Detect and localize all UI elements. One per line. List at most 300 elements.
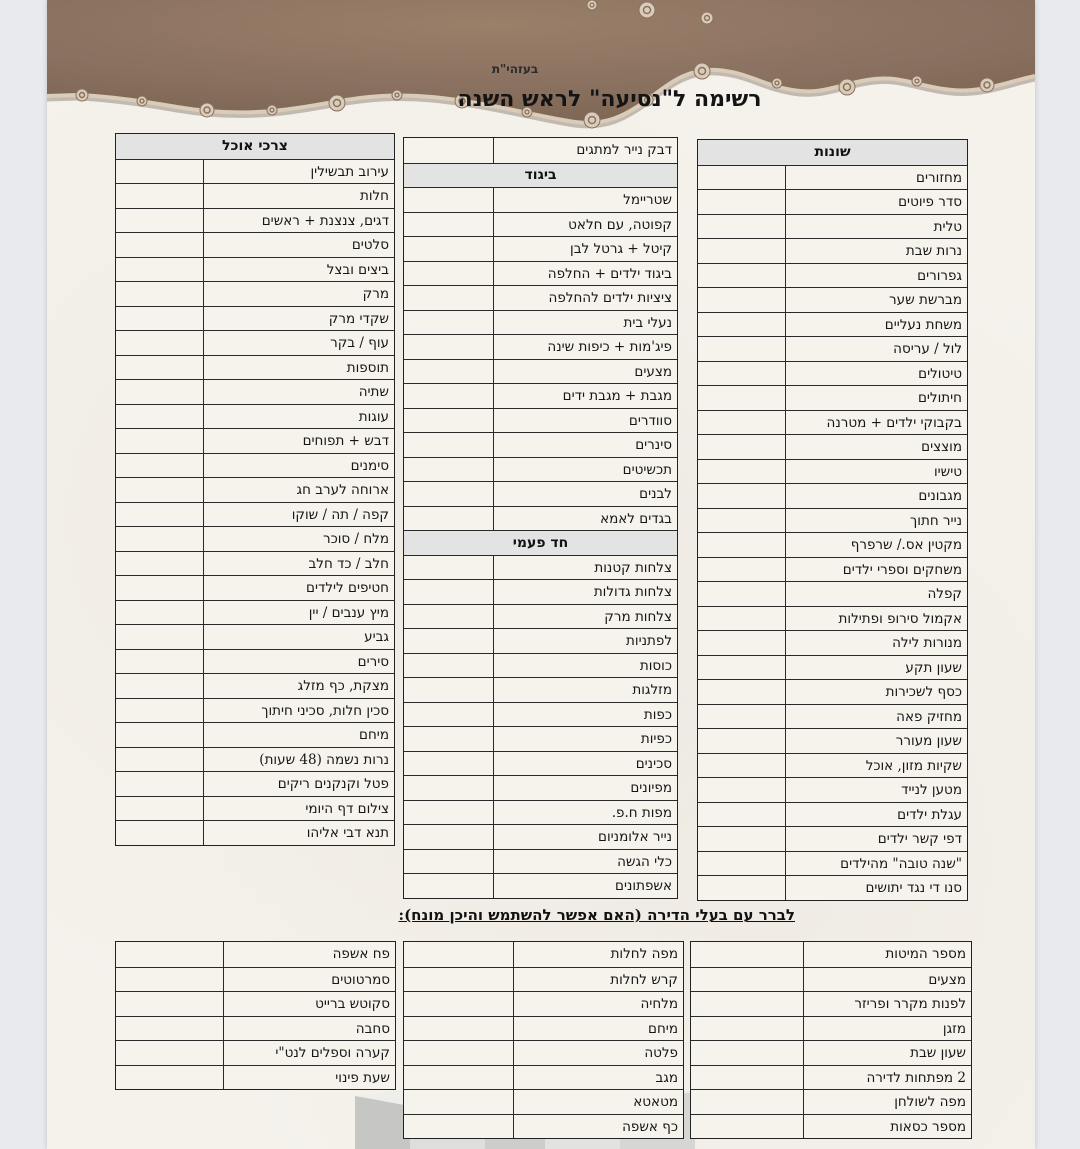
- checkbox-cell: [404, 360, 494, 384]
- checklist-row: [698, 312, 967, 337]
- checkbox-cell: [404, 1017, 514, 1041]
- section-header-label: שונות: [814, 144, 851, 161]
- item-label: מטאטא: [633, 1094, 678, 1110]
- checkbox-cell: [698, 411, 786, 435]
- checkbox-cell: [404, 433, 494, 457]
- item-label: אקמול סירופ ופתילות: [838, 610, 962, 627]
- item-label: מספר כסאות: [890, 1118, 966, 1135]
- checkbox-cell: [691, 1041, 804, 1065]
- item-label: נייר חתוך: [910, 512, 962, 529]
- checkbox-cell: [404, 213, 494, 237]
- item-label: תנא דבי אליהו: [306, 825, 389, 841]
- item-label: מיץ ענבים / יין: [308, 604, 389, 621]
- checkbox-cell: [404, 825, 494, 849]
- checkbox-cell: [404, 286, 494, 310]
- item-label: חלות: [359, 188, 389, 204]
- checkbox-cell: [404, 801, 494, 825]
- item-label: מזלגות: [632, 682, 672, 698]
- item-label: מצעים: [928, 971, 966, 988]
- item-label: דפי קשר ילדים: [877, 831, 962, 847]
- checklist-row: [116, 796, 394, 821]
- checkbox-cell: [698, 435, 786, 459]
- checklist-row: [404, 653, 677, 678]
- checkbox-cell: [116, 405, 204, 429]
- item-label: צילום דף היומי: [305, 800, 389, 817]
- checklist-row: [116, 379, 394, 404]
- checkbox-cell: [116, 1041, 224, 1065]
- checklist-row: [116, 257, 394, 282]
- checklist-row: [116, 942, 395, 967]
- item-label: סוודרים: [628, 412, 672, 429]
- checkbox-cell: [116, 478, 204, 502]
- item-label: כף אשפה: [622, 1118, 678, 1135]
- checkbox-cell: [116, 699, 204, 723]
- item-label: סכינים: [635, 755, 672, 772]
- page: [47, 0, 1035, 1149]
- item-label: נרות נשמה (48 שעות): [259, 751, 389, 768]
- checkbox-cell: [116, 380, 204, 404]
- item-label: קערה וספלים לנט"י: [275, 1045, 390, 1061]
- checklist-row: [404, 481, 677, 506]
- checkbox-cell: [698, 190, 786, 214]
- checklist-row: [116, 649, 394, 674]
- checklist-row: [404, 702, 677, 727]
- checklist-row: [116, 575, 394, 600]
- checklist-row: [404, 408, 677, 433]
- checklist-row: [691, 1114, 971, 1139]
- checkbox-cell: [698, 852, 786, 876]
- item-label: מטען לנייד: [901, 782, 962, 798]
- checklist-row: [698, 630, 967, 655]
- item-label: מפות ח.פ.: [611, 804, 672, 821]
- table-landlord-cleaning: [115, 941, 396, 1090]
- section-header: [116, 134, 394, 159]
- item-label: דגים, צנצנת + ראשים: [261, 212, 389, 229]
- item-label: סמרטוטים: [331, 971, 390, 988]
- checkbox-cell: [404, 262, 494, 286]
- section-header: [404, 163, 677, 188]
- item-label: גפרורים: [917, 267, 962, 284]
- item-label: פלטה: [644, 1045, 678, 1061]
- item-label: לבנים: [639, 486, 672, 502]
- item-label: קפה / תה / שוקו: [291, 506, 389, 523]
- checklist-row: [698, 777, 967, 802]
- checkbox-cell: [404, 311, 494, 335]
- checklist-row: [698, 459, 967, 484]
- item-label: סחבה: [355, 1020, 390, 1037]
- checkbox-cell: [698, 313, 786, 337]
- item-label: מקטין אס./ שרפרף: [850, 537, 962, 553]
- item-label: מרק: [362, 286, 389, 302]
- checkbox-cell: [116, 723, 204, 747]
- checkbox-cell: [404, 507, 494, 531]
- checklist-row: [691, 967, 971, 992]
- item-label: סדר פיוטים: [898, 194, 962, 210]
- checklist-row: [404, 775, 677, 800]
- checkbox-cell: [116, 772, 204, 796]
- checkbox-cell: [404, 703, 494, 727]
- checklist-row: [116, 771, 394, 796]
- checklist-row: [698, 165, 967, 190]
- item-label: מלח / סוכר: [323, 531, 389, 547]
- checklist-row: [404, 751, 677, 776]
- item-label: שעון תקע: [905, 659, 962, 676]
- item-label: טיטולים: [918, 365, 962, 382]
- item-label: חלב / כד חלב: [308, 555, 389, 572]
- checklist-row: [404, 359, 677, 384]
- item-label: ארוחה לערב חג: [296, 482, 389, 498]
- item-label: גביע: [364, 629, 389, 645]
- checkbox-cell: [116, 797, 204, 821]
- checklist-row: [404, 726, 677, 751]
- checklist-row: [404, 1089, 683, 1114]
- checklist-row: [698, 434, 967, 459]
- item-label: "שנה טובה" מהילדים: [840, 855, 962, 872]
- checkbox-cell: [698, 558, 786, 582]
- item-label: מפיונים: [630, 780, 672, 796]
- checklist-row: [116, 159, 394, 184]
- checklist-row: [404, 991, 683, 1016]
- checklist-row: [404, 604, 677, 629]
- item-label: ביגוד ילדים + החלפה: [547, 265, 672, 282]
- item-label: מחזורים: [916, 169, 962, 186]
- item-label: כסף לשכירות: [885, 684, 962, 700]
- checklist-row: [116, 306, 394, 331]
- bsd-text: בעזהי"ת: [491, 62, 539, 76]
- checklist-row: [691, 942, 971, 967]
- item-label: לול / עריסה: [893, 341, 962, 357]
- item-label: מחזיק פאה: [896, 708, 962, 725]
- table-landlord-apartment: [690, 941, 972, 1139]
- checkbox-cell: [698, 607, 786, 631]
- checklist-row: [116, 502, 394, 527]
- item-label: בקבוקי ילדים + מטרנה: [826, 414, 962, 431]
- checkbox-cell: [698, 484, 786, 508]
- checklist-row: [404, 555, 677, 580]
- checklist-row: [116, 477, 394, 502]
- checklist-row: [698, 826, 967, 851]
- item-label: שקיות מזון, אוכל: [865, 757, 962, 774]
- item-label: מלחיה: [640, 996, 678, 1012]
- item-label: שעון שבת: [910, 1045, 966, 1061]
- checklist-row: [404, 383, 677, 408]
- checkbox-cell: [404, 1041, 514, 1065]
- item-label: עוף / בקר: [330, 335, 389, 351]
- checkbox-cell: [404, 1115, 514, 1139]
- item-label: סלטים: [351, 237, 389, 253]
- checkbox-cell: [116, 625, 204, 649]
- section-header-label: צרכי אוכל: [222, 138, 288, 155]
- table-food-needs: [115, 133, 395, 846]
- item-label: מיחם: [359, 727, 389, 743]
- checkbox-cell: [698, 460, 786, 484]
- checklist-row: [404, 138, 677, 163]
- item-label: שעת פינוי: [335, 1069, 390, 1086]
- checklist-row: [116, 1040, 395, 1065]
- checkbox-cell: [691, 1115, 804, 1139]
- checklist-row: [116, 1065, 395, 1090]
- checklist-row: [116, 428, 394, 453]
- checklist-row: [116, 673, 394, 698]
- checklist-row: [404, 334, 677, 359]
- item-label: דבק נייר למתגים: [576, 142, 672, 158]
- checklist-row: [116, 208, 394, 233]
- checkbox-cell: [116, 674, 204, 698]
- checkbox-cell: [691, 992, 804, 1016]
- checkbox-cell: [698, 215, 786, 239]
- checkbox-cell: [404, 629, 494, 653]
- item-label: מגבת + מגבת ידים: [562, 388, 672, 404]
- checklist-row: [404, 236, 677, 261]
- item-label: מצקת, כף מזלג: [297, 678, 389, 694]
- checklist-row: [116, 967, 395, 992]
- item-label: אשפתונים: [615, 878, 672, 894]
- checkbox-cell: [116, 356, 204, 380]
- item-label: קיטל + גרטל לבן: [570, 241, 672, 257]
- checkbox-cell: [404, 188, 494, 212]
- item-label: תכשיטים: [622, 461, 672, 478]
- checklist-row: [698, 875, 967, 900]
- item-label: עגלת ילדים: [897, 806, 962, 823]
- checkbox-cell: [698, 680, 786, 704]
- checklist-row: [698, 655, 967, 680]
- checkbox-cell: [116, 942, 224, 967]
- checklist-row: [698, 483, 967, 508]
- item-label: סקוטש ברייט: [315, 996, 390, 1012]
- item-label: מצעים: [634, 363, 672, 380]
- checklist-row: [698, 532, 967, 557]
- checkbox-cell: [404, 752, 494, 776]
- item-label: כוסות: [639, 657, 672, 674]
- checkbox-cell: [116, 1017, 224, 1041]
- checkbox-cell: [116, 454, 204, 478]
- checkbox-cell: [404, 482, 494, 506]
- item-label: ציציות ילדים להחלפה: [548, 290, 672, 306]
- item-label: כפיות: [640, 731, 672, 747]
- table-landlord-kitchen: [403, 941, 684, 1139]
- checklist-row: [404, 187, 677, 212]
- checklist-row: [698, 385, 967, 410]
- checkbox-cell: [116, 233, 204, 257]
- checklist-row: [116, 624, 394, 649]
- checklist-row: [404, 1065, 683, 1090]
- checkbox-cell: [404, 992, 514, 1016]
- checklist-row: [116, 991, 395, 1016]
- checkbox-cell: [404, 776, 494, 800]
- checklist-row: [116, 820, 394, 845]
- item-label: כלי הגשה: [617, 853, 672, 870]
- checkbox-cell: [404, 874, 494, 898]
- checklist-row: [698, 728, 967, 753]
- landlord-section-heading: לברר עם בעלי הדירה (האם אפשר להשתמש והיכן מונח):: [398, 906, 795, 924]
- checkbox-cell: [404, 409, 494, 433]
- checklist-row: [404, 579, 677, 604]
- item-label: טישיו: [933, 463, 962, 480]
- item-label: מגב: [655, 1069, 678, 1086]
- checklist-row: [116, 722, 394, 747]
- checkbox-cell: [698, 631, 786, 655]
- item-label: כפות: [643, 706, 672, 723]
- item-label: סירים: [357, 653, 389, 670]
- item-label: סימנים: [350, 457, 389, 474]
- checkbox-cell: [691, 1090, 804, 1114]
- checkbox-cell: [116, 429, 204, 453]
- checklist-row: [698, 336, 967, 361]
- item-label: צלחות מרק: [604, 608, 672, 625]
- checklist-row: [698, 189, 967, 214]
- checklist-row: [698, 753, 967, 778]
- page-title: רשימה ל"נסיעה" לראש השנה: [457, 86, 762, 112]
- item-label: סינרים: [635, 437, 672, 453]
- checkbox-cell: [698, 166, 786, 190]
- checkbox-cell: [698, 778, 786, 802]
- checklist-row: [116, 183, 394, 208]
- checkbox-cell: [116, 282, 204, 306]
- checklist-row: [404, 310, 677, 335]
- item-label: משחת נעליים: [884, 316, 962, 333]
- table-miscellaneous: [697, 139, 968, 901]
- checklist-row: [404, 628, 677, 653]
- checkbox-cell: [116, 503, 204, 527]
- checklist-row: [116, 281, 394, 306]
- checkbox-cell: [698, 656, 786, 680]
- checkbox-cell: [698, 533, 786, 557]
- checklist-row: [404, 800, 677, 825]
- checklist-row: [691, 1089, 971, 1114]
- item-label: בגדים לאמא: [600, 510, 672, 527]
- checkbox-cell: [116, 527, 204, 551]
- checklist-row: [116, 404, 394, 429]
- checklist-row: [404, 457, 677, 482]
- item-label: טלית: [933, 218, 962, 235]
- checklist-row: [698, 410, 967, 435]
- checkbox-cell: [404, 727, 494, 751]
- checkbox-cell: [116, 1066, 224, 1090]
- checkbox-cell: [404, 1090, 514, 1114]
- item-label: מזגן: [942, 1020, 966, 1037]
- table-clothing-disposables: [403, 137, 678, 899]
- checklist-row: [116, 698, 394, 723]
- checkbox-cell: [404, 384, 494, 408]
- checkbox-cell: [698, 876, 786, 900]
- item-label: תוספות: [346, 359, 389, 376]
- checkbox-cell: [116, 331, 204, 355]
- checklist-row: [698, 851, 967, 876]
- item-label: סכין חלות, סכיני חיתוך: [261, 702, 389, 719]
- checklist-row: [404, 1016, 683, 1041]
- checklist-row: [698, 679, 967, 704]
- checklist-row: [691, 1016, 971, 1041]
- checklist-row: [404, 942, 683, 967]
- item-label: עוגות: [358, 408, 389, 425]
- checkbox-cell: [116, 968, 224, 992]
- checkbox-cell: [116, 576, 204, 600]
- checkbox-cell: [404, 1066, 514, 1090]
- checkbox-cell: [698, 509, 786, 533]
- item-label: קרש לחלות: [610, 971, 678, 988]
- checklist-row: [404, 285, 677, 310]
- checklist-row: [404, 824, 677, 849]
- checkbox-cell: [404, 654, 494, 678]
- checklist-row: [404, 967, 683, 992]
- item-label: שתיה: [358, 384, 389, 400]
- checkbox-cell: [404, 942, 514, 967]
- checkbox-cell: [404, 138, 494, 163]
- checkbox-cell: [116, 601, 204, 625]
- checklist-row: [116, 1016, 395, 1041]
- checkbox-cell: [116, 258, 204, 282]
- item-label: מגבונים: [918, 488, 962, 504]
- checkbox-cell: [404, 580, 494, 604]
- checklist-row: [404, 212, 677, 237]
- checkbox-cell: [698, 729, 786, 753]
- section-header-label: חד פעמי: [512, 534, 569, 551]
- checkbox-cell: [116, 748, 204, 772]
- item-label: מפה לשולחן: [894, 1094, 966, 1110]
- checkbox-cell: [116, 160, 204, 184]
- item-label: סנו די נגד יתושים: [865, 880, 962, 896]
- checklist-row: [404, 1040, 683, 1065]
- checklist-row: [404, 873, 677, 898]
- checkbox-cell: [116, 552, 204, 576]
- checklist-row: [404, 1114, 683, 1139]
- item-label: מיחם: [648, 1020, 678, 1037]
- checkbox-cell: [698, 362, 786, 386]
- item-label: צלחות קטנות: [594, 559, 672, 576]
- checkbox-cell: [698, 754, 786, 778]
- item-label: מנורות לילה: [892, 635, 962, 651]
- checkbox-cell: [691, 1066, 804, 1090]
- item-label: שטריימל: [623, 192, 672, 208]
- item-label: שקדי מרק: [328, 310, 389, 327]
- checkbox-cell: [698, 239, 786, 263]
- checklist-row: [698, 581, 967, 606]
- checklist-row: [691, 1065, 971, 1090]
- checklist-row: [116, 355, 394, 380]
- checklist-row: [698, 287, 967, 312]
- checklist-row: [698, 214, 967, 239]
- item-label: מוצצים: [921, 439, 962, 455]
- checklist-row: [404, 506, 677, 531]
- checklist-row: [698, 238, 967, 263]
- item-label: פטל וקנקנים ריקים: [277, 776, 389, 792]
- checkbox-cell: [404, 850, 494, 874]
- checkbox-cell: [116, 184, 204, 208]
- checkbox-cell: [698, 705, 786, 729]
- checklist-row: [698, 263, 967, 288]
- checkbox-cell: [404, 237, 494, 261]
- section-header-label: ביגוד: [524, 167, 557, 184]
- checklist-row: [116, 747, 394, 772]
- checkbox-cell: [404, 678, 494, 702]
- checkbox-cell: [116, 821, 204, 845]
- checklist-row: [116, 600, 394, 625]
- checklist-row: [698, 704, 967, 729]
- checklist-row: [404, 677, 677, 702]
- checkbox-cell: [698, 386, 786, 410]
- item-label: מספר המיטות: [885, 946, 966, 962]
- checkbox-cell: [691, 942, 804, 967]
- item-label: עירוב תבשילין: [310, 163, 389, 180]
- item-label: נרות שבת: [905, 243, 962, 259]
- checklist-row: [691, 991, 971, 1016]
- checkbox-cell: [698, 288, 786, 312]
- item-label: לפנות מקרר ופריזר: [854, 996, 966, 1012]
- checklist-row: [404, 432, 677, 457]
- item-label: קפלה: [927, 586, 962, 602]
- item-label: לפתניות: [626, 633, 672, 649]
- checkbox-cell: [698, 337, 786, 361]
